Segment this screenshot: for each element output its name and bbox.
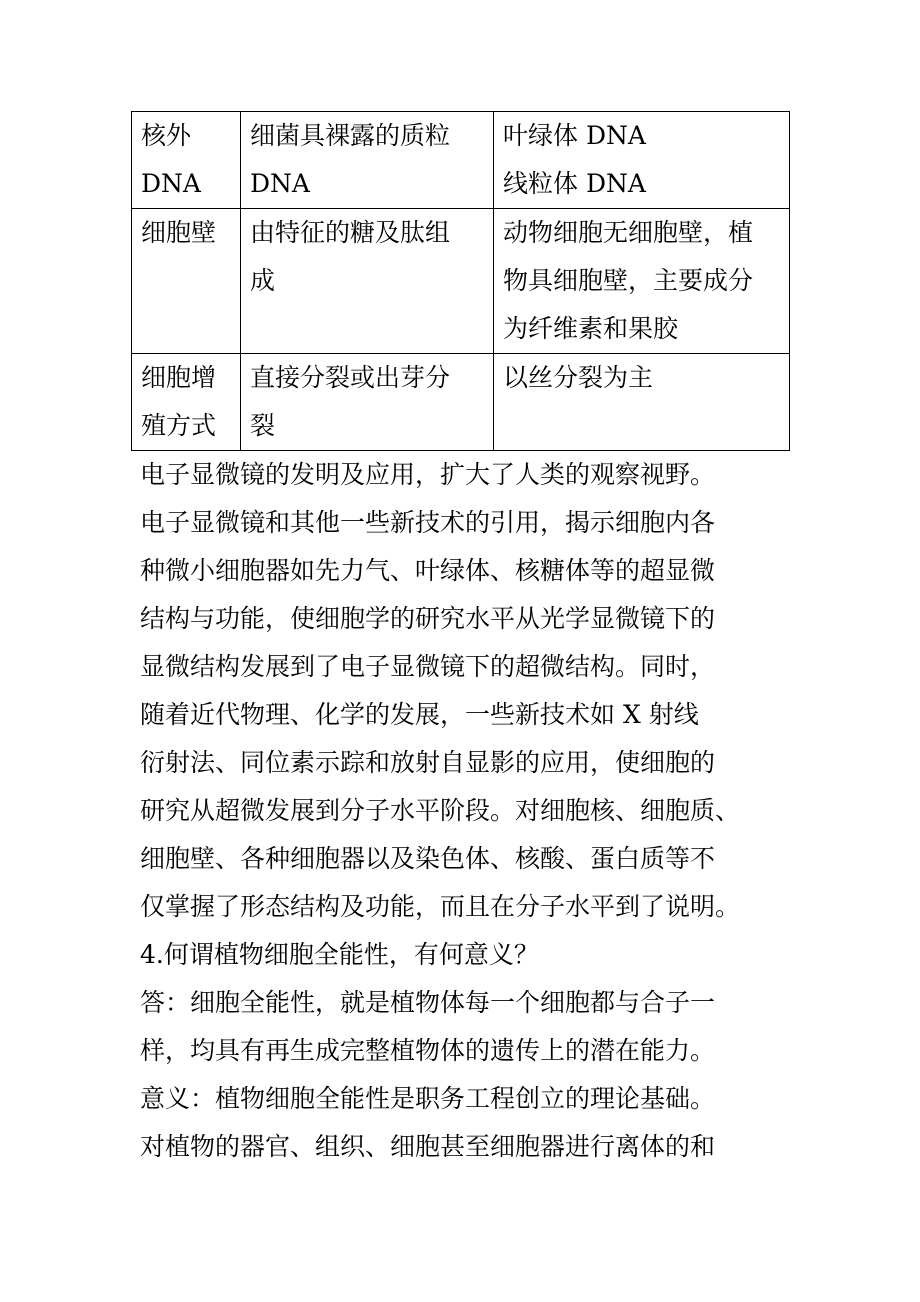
body-text-line: 种微小细胞器如先力气、叶绿体、核糖体等的超显微 <box>140 556 716 585</box>
cell-text: 以丝分裂为主 <box>503 363 654 392</box>
cell-text: 直接分裂或出芽分 <box>250 363 451 392</box>
cell-text: DNA <box>141 169 201 198</box>
row-label-cell <box>132 354 241 451</box>
cell-text: 由特征的糖及肽组 <box>250 218 451 247</box>
cell-text: 为纤维素和果胶 <box>503 314 679 343</box>
cell-text: 裂 <box>250 411 276 440</box>
table-row <box>132 112 790 209</box>
body-text-line: 意义：植物细胞全能性是职务工程创立的理论基础。 <box>140 1084 716 1113</box>
eukaryote-cell <box>494 112 790 209</box>
body-text-line: 答：细胞全能性，就是植物体每一个细胞都与合子一 <box>140 988 716 1017</box>
cell-text: 细菌具裸露的质粒 <box>250 121 451 150</box>
eukaryote-cell <box>494 354 790 451</box>
table-row <box>132 209 790 354</box>
table-row <box>132 354 790 451</box>
body-text-line: 衍射法、同位素示踪和放射自显影的应用，使细胞的 <box>140 748 716 777</box>
body-text-line: 结构与功能，使细胞学的研究水平从光学显微镜下的 <box>140 604 716 633</box>
cell-text: 殖方式 <box>141 411 217 440</box>
comparison-table <box>131 111 790 451</box>
body-text-line: 样，均具有再生成完整植物体的遗传上的潜在能力。 <box>140 1036 716 1065</box>
body-text-line: 随着近代物理、化学的发展，一些新技术如 X 射线 <box>140 700 699 729</box>
question-heading: 4.何谓植物细胞全能性，有何意义？ <box>140 940 539 969</box>
eukaryote-cell <box>494 209 790 354</box>
body-text-line: 电子显微镜的发明及应用，扩大了人类的观察视野。 <box>140 460 716 489</box>
body-text-line: 细胞壁、各种细胞器以及染色体、核酸、蛋白质等不 <box>140 844 716 873</box>
cell-text: 动物细胞无细胞壁，植 <box>503 218 754 247</box>
body-text-line: 研究从超微发展到分子水平阶段。对细胞核、细胞质、 <box>140 796 741 825</box>
cell-text: 细胞壁 <box>141 218 217 247</box>
cell-text: 细胞增 <box>141 363 217 392</box>
prokaryote-cell <box>241 209 494 354</box>
row-label-cell <box>132 112 241 209</box>
body-text-line: 对植物的器官、组织、细胞甚至细胞器进行离体的和 <box>140 1132 716 1161</box>
cell-text: 成 <box>250 266 276 295</box>
body-text-line: 显微结构发展到了电子显微镜下的超微结构。同时， <box>140 652 716 681</box>
cell-text: 线粒体 DNA <box>503 169 646 198</box>
cell-text: DNA <box>250 169 310 198</box>
cell-text: 物具细胞壁，主要成分 <box>503 266 754 295</box>
prokaryote-cell <box>241 112 494 209</box>
cell-text: 核外 <box>141 121 192 150</box>
body-text-line: 电子显微镜和其他一些新技术的引用，揭示细胞内各 <box>140 508 716 537</box>
body-text-line: 仅掌握了形态结构及功能，而且在分子水平到了说明。 <box>140 892 741 921</box>
prokaryote-cell <box>241 354 494 451</box>
cell-text: 叶绿体 DNA <box>503 121 646 150</box>
row-label-cell <box>132 209 241 354</box>
